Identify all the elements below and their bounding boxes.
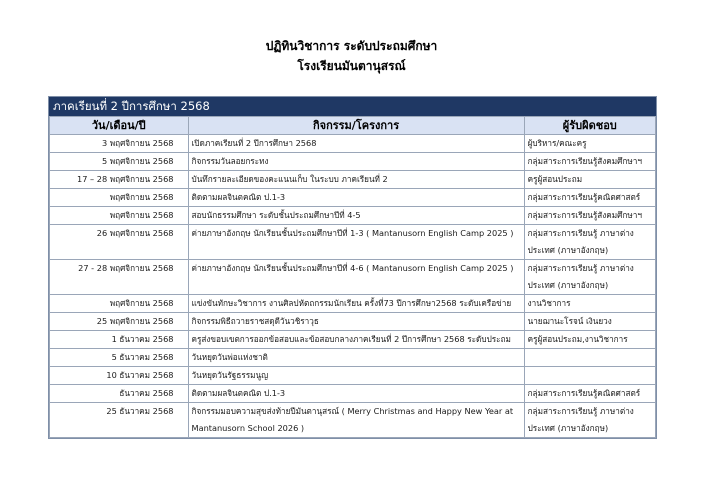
responsible-cell: กลุ่มสาระการเรียนรู้คณิตศาสตร์ [524,385,655,403]
responsible-cell: ผู้บริหาร/คณะครู [524,135,655,153]
responsible-cell: กลุ่มสาระการเรียนรู้ ภาษาต่างประเทศ (ภาษาอังกฤษ) [524,403,655,438]
table-row [50,171,656,189]
table-row [50,260,656,295]
semester-banner: ภาคเรียนที่ 2 ปีการศึกษา 2568 [49,97,656,116]
table-row [50,385,656,403]
calendar-table [49,116,656,438]
document-title: ปฏิทินวิชาการ ระดับประถมศึกษา [265,39,438,53]
activity-cell: ติดตามผลจินตคณิต ป.1-3 [188,385,524,403]
activity-cell: บันทึกรายละเอียดของคะแนนเก็บ ในระบบ ภาคเรียนที่ 2 [188,171,524,189]
responsible-cell [524,367,655,385]
activity-cell: วันหยุดวันพ่อแห่งชาติ [188,349,524,367]
date-cell: 3 พฤศจิกายน 2568 [50,135,189,153]
activity-cell: แข่งขันทักษะวิชาการ งานศิลปหัตถกรรมนักเรียน ครั้งที่73 ปีการศึกษา2568 ระดับเครือข่าย [188,295,524,313]
responsible-cell: กลุ่มสาระการเรียนรู้คณิตศาสตร์ [524,189,655,207]
table-row [50,295,656,313]
responsible-cell: กลุ่มสาระการเรียนรู้ ภาษาต่างประเทศ (ภาษาอังกฤษ) [524,260,655,295]
table-row [50,367,656,385]
activity-cell: ติดตามผลจินตคณิต ป.1-3 [188,189,524,207]
date-cell: พฤศจิกายน 2568 [50,189,189,207]
responsible-cell: กลุ่มสาระการเรียนรู้สังคมศึกษาฯ [524,207,655,225]
date-cell: ธันวาคม 2568 [50,385,189,403]
column-header-activity: กิจกรรม/โครงการ [188,117,524,135]
date-cell: 1 ธันวาคม 2568 [50,331,189,349]
table-row [50,403,656,438]
date-cell: 25 พฤศจิกายน 2568 [50,313,189,331]
date-cell: พฤศจิกายน 2568 [50,295,189,313]
responsible-cell: งานวิชาการ [524,295,655,313]
column-header-date: วัน/เดือน/ปี [50,117,189,135]
date-cell: 5 ธันวาคม 2568 [50,349,189,367]
calendar-sheet [48,96,657,439]
responsible-cell: ครูผู้สอนประถม,งานวิชาการ [524,331,655,349]
table-row [50,153,656,171]
table-row [50,349,656,367]
activity-cell: เปิดภาคเรียนที่ 2 ปีการศึกษา 2568 [188,135,524,153]
responsible-cell: ครูผู้สอนประถม [524,171,655,189]
table-row [50,207,656,225]
table-row [50,135,656,153]
activity-cell: วันหยุดวันรัฐธรรมนูญ [188,367,524,385]
table-row [50,331,656,349]
school-name: โรงเรียนมันตานุสรณ์ [297,59,406,73]
date-cell: 5 พฤศจิกายน 2568 [50,153,189,171]
activity-cell: ค่ายภาษาอังกฤษ นักเรียนชั้นประถมศึกษาปีที่ 1-3 ( Mantanusorn English Camp 2025 ) [188,225,524,260]
date-cell: 25 ธันวาคม 2568 [50,403,189,438]
table-row [50,225,656,260]
activity-cell: สอบนักธรรมศึกษา ระดับชั้นประถมศึกษาปีที่ 4-5 [188,207,524,225]
date-cell: 27 - 28 พฤศจิกายน 2568 [50,260,189,295]
activity-cell: กิจกรรมพิธีถวายราชสดุดีวันวชิราวุธ [188,313,524,331]
date-cell: 17 – 28 พฤศจิกายน 2568 [50,171,189,189]
activity-cell: กิจกรรมมอบความสุขส่งท้ายปีมันตานุสรณ์ ( Merry Christmas and Happy New Year at Mantanusorn School 2026 ) [188,403,524,438]
date-cell: 10 ธันวาคม 2568 [50,367,189,385]
activity-cell: กิจกรรมวันลอยกระทง [188,153,524,171]
activity-cell: ค่ายภาษาอังกฤษ นักเรียนชั้นประถมศึกษาปีที่ 4-6 ( Mantanusorn English Camp 2025 ) [188,260,524,295]
date-cell: 26 พฤศจิกายน 2568 [50,225,189,260]
activity-cell: ครูส่งขอบเขตการออกข้อสอบและข้อสอบกลางภาคเรียนที่ 2 ปีการศึกษา 2568 ระดับประถม [188,331,524,349]
date-cell: พฤศจิกายน 2568 [50,207,189,225]
responsible-cell [524,349,655,367]
responsible-cell: นายฌานะโรจน์ เงินยวง [524,313,655,331]
table-row [50,313,656,331]
responsible-cell: กลุ่มสาระการเรียนรู้สังคมศึกษาฯ [524,153,655,171]
header-row [50,117,656,135]
column-header-responsible: ผู้รับผิดชอบ [524,117,655,135]
table-row [50,189,656,207]
responsible-cell: กลุ่มสาระการเรียนรู้ ภาษาต่างประเทศ (ภาษาอังกฤษ) [524,225,655,260]
